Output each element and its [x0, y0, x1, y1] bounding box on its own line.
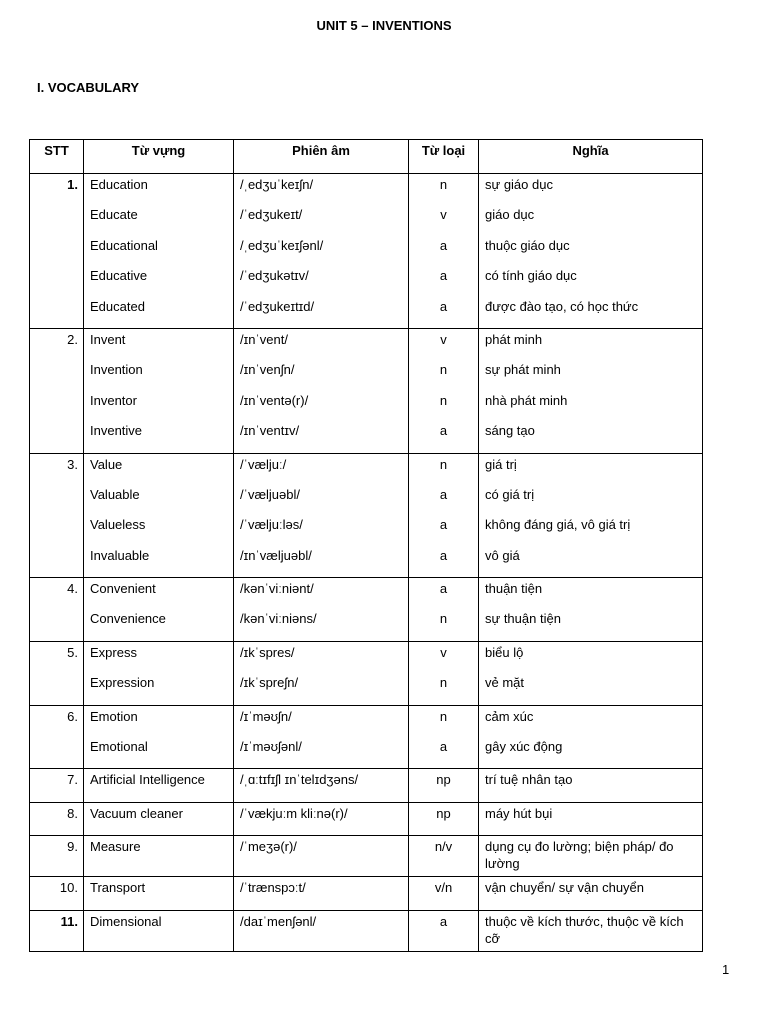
row-number-label: 7. — [67, 772, 78, 788]
pronunciation-entry: /ˌɑːtɪfɪʃl ɪnˈtelɪdʒəns/ — [240, 772, 359, 788]
header-part-of-speech: Từ loại — [409, 140, 479, 174]
part-of-speech-entry: v — [440, 644, 447, 660]
row-number-label: 10. — [59, 880, 78, 896]
meaning-entry: phát minh — [485, 331, 543, 347]
pronunciation-entry: /ɪnˈventɪv/ — [240, 423, 300, 439]
pronunciation-cell — [234, 641, 409, 705]
part-of-speech-entry: a — [439, 517, 448, 533]
meaning-entry: vẻ mặt — [485, 675, 525, 691]
row-number — [30, 453, 84, 578]
meaning-cell — [479, 578, 703, 642]
word-cell — [84, 802, 234, 835]
pronunciation-entry: /ˈvæljuː/ — [240, 456, 287, 472]
row-number-label: 9. — [67, 839, 78, 855]
table-row — [30, 910, 703, 951]
row-number — [30, 802, 84, 835]
part-of-speech-entry: a — [439, 423, 448, 439]
table-row — [30, 836, 703, 877]
pronunciation-entry: /ɪnˈvæljuəbl/ — [240, 547, 312, 563]
word-cell — [84, 769, 234, 802]
header-stt: STT — [30, 140, 84, 174]
meaning-cell — [479, 705, 703, 769]
meaning-cell — [479, 641, 703, 705]
pronunciation-entry: /ɪnˈventə(r)/ — [240, 392, 309, 408]
row-number-label: 11. — [60, 913, 78, 929]
pronunciation-cell — [234, 705, 409, 769]
word-entry: Invention — [90, 362, 143, 378]
pronunciation-cell — [234, 877, 409, 910]
pronunciation-entry: /ˈtrænspɔːt/ — [240, 880, 306, 896]
table-row — [30, 877, 703, 910]
section-heading: I. VOCABULARY — [37, 80, 140, 95]
word-entry: Transport — [90, 880, 146, 896]
word-entry: Expression — [90, 675, 155, 691]
meaning-cell — [479, 769, 703, 802]
meaning-entry: trí tuệ nhân tạo — [485, 772, 573, 788]
part-of-speech-entry: a — [439, 581, 448, 597]
table-row — [30, 705, 703, 769]
row-number — [30, 769, 84, 802]
word-entry: Express — [90, 644, 137, 660]
word-entry: Measure — [90, 839, 141, 855]
pronunciation-cell — [234, 910, 409, 951]
meaning-entry: sự thuận tiện — [485, 611, 561, 627]
row-number — [30, 641, 84, 705]
pronunciation-entry: /ɪnˈvent/ — [240, 331, 288, 347]
row-number — [30, 910, 84, 951]
meaning-entry: dụng cụ đo lường; biện pháp/ đo lường — [485, 839, 674, 872]
part-of-speech-cell — [409, 174, 479, 329]
word-entry: Value — [90, 456, 123, 472]
table-row — [30, 174, 703, 329]
pronunciation-entry: /ˈedʒukətɪv/ — [240, 268, 309, 284]
pronunciation-cell — [234, 328, 409, 453]
pronunciation-entry: /ɪnˈvenʃn/ — [240, 362, 295, 378]
pronunciation-cell — [234, 802, 409, 835]
part-of-speech-entry: np — [436, 772, 451, 788]
table-row — [30, 328, 703, 453]
table-row — [30, 453, 703, 578]
word-entry: Educational — [90, 237, 158, 253]
meaning-cell — [479, 802, 703, 835]
row-number-label: 6. — [67, 708, 78, 724]
table-row — [30, 641, 703, 705]
row-number-label: 5. — [67, 644, 78, 660]
meaning-entry: giá trị — [485, 456, 517, 472]
document-title: UNIT 5 – INVENTIONS — [316, 18, 452, 33]
meaning-entry: thuộc về kích thước, thuộc về kích cỡ — [485, 913, 684, 946]
part-of-speech-entry: a — [439, 486, 448, 502]
pronunciation-entry: /ˈvæljuəbl/ — [240, 486, 300, 502]
part-of-speech-cell — [409, 328, 479, 453]
row-number — [30, 705, 84, 769]
word-entry: Valueless — [90, 517, 146, 533]
word-entry: Emotion — [90, 708, 138, 724]
word-cell — [84, 836, 234, 877]
pronunciation-entry: /kənˈviːniəns/ — [240, 611, 317, 627]
part-of-speech-entry: n — [439, 177, 448, 192]
pronunciation-entry: /ˈmeʒə(r)/ — [240, 839, 297, 855]
pronunciation-cell — [234, 453, 409, 578]
part-of-speech-entry: n — [439, 456, 448, 472]
word-entry: Educated — [90, 298, 145, 314]
pronunciation-entry: /ˈedʒukeɪtɪd/ — [240, 298, 315, 314]
meaning-entry: có tính giáo dục — [485, 268, 577, 284]
part-of-speech-cell — [409, 802, 479, 835]
pronunciation-entry: /ˌedʒuˈkeɪʃənl/ — [240, 237, 324, 253]
word-entry: Invent — [90, 331, 126, 347]
pronunciation-entry: /kənˈviːniənt/ — [240, 581, 314, 597]
row-number — [30, 877, 84, 910]
pronunciation-cell — [234, 174, 409, 329]
pronunciation-entry: /ˈedʒukeɪt/ — [240, 207, 303, 223]
part-of-speech-entry: a — [439, 298, 448, 314]
word-entry: Inventor — [90, 392, 137, 408]
pronunciation-cell — [234, 769, 409, 802]
meaning-entry: biểu lộ — [485, 644, 524, 660]
part-of-speech-cell — [409, 453, 479, 578]
word-cell — [84, 453, 234, 578]
word-entry: Convenience — [90, 611, 166, 627]
page-number: 1 — [722, 962, 730, 977]
meaning-entry: gây xúc động — [485, 739, 563, 755]
word-entry: Valuable — [90, 486, 140, 502]
part-of-speech-cell — [409, 641, 479, 705]
meaning-entry: sáng tạo — [485, 423, 535, 439]
meaning-cell — [479, 836, 703, 877]
part-of-speech-entry: v/n — [434, 880, 453, 896]
header-word: Từ vựng — [84, 140, 234, 174]
word-cell — [84, 578, 234, 642]
meaning-entry: cảm xúc — [485, 708, 534, 724]
part-of-speech-entry: a — [439, 913, 448, 929]
part-of-speech-entry: a — [439, 268, 448, 284]
word-entry: Vacuum cleaner — [90, 805, 183, 821]
word-entry: Dimensional — [90, 913, 162, 929]
row-number-label: 3. — [67, 456, 78, 472]
pronunciation-entry: /ˌedʒuˈkeɪʃn/ — [240, 177, 314, 192]
word-entry: Artificial Intelligence — [90, 772, 205, 788]
part-of-speech-entry: v — [440, 207, 447, 223]
part-of-speech-entry: n — [439, 611, 448, 627]
meaning-cell — [479, 174, 703, 329]
word-cell — [84, 328, 234, 453]
pronunciation-entry: /ɪˈməʊʃn/ — [240, 708, 292, 724]
pronunciation-entry: /daɪˈmenʃənl/ — [240, 913, 317, 929]
row-number-label: 4. — [67, 581, 78, 597]
word-entry: Invaluable — [90, 547, 150, 563]
part-of-speech-cell — [409, 705, 479, 769]
pronunciation-cell — [234, 836, 409, 877]
meaning-entry: sự phát minh — [485, 362, 561, 378]
pronunciation-cell — [234, 578, 409, 642]
meaning-cell — [479, 877, 703, 910]
part-of-speech-entry: n — [439, 675, 448, 691]
part-of-speech-cell — [409, 769, 479, 802]
pronunciation-entry: /ɪkˈspreʃn/ — [240, 675, 299, 691]
header-meaning: Nghĩa — [479, 140, 703, 174]
word-cell — [84, 174, 234, 329]
meaning-entry: có giá trị — [485, 486, 535, 502]
word-cell — [84, 910, 234, 951]
word-entry: Educate — [90, 207, 138, 223]
row-number-label: 1. — [67, 177, 78, 192]
part-of-speech-entry: v — [440, 331, 447, 347]
word-entry: Emotional — [90, 739, 148, 755]
table-body — [30, 174, 703, 952]
pronunciation-entry: /ˈvækjuːm kliːnə(r)/ — [240, 805, 348, 821]
part-of-speech-cell — [409, 578, 479, 642]
meaning-entry: sự giáo dục — [485, 177, 553, 192]
row-number — [30, 836, 84, 877]
table-row — [30, 578, 703, 642]
meaning-entry: máy hút bụi — [485, 805, 553, 821]
part-of-speech-entry: n — [439, 392, 448, 408]
word-cell — [84, 705, 234, 769]
word-cell — [84, 641, 234, 705]
meaning-entry: nhà phát minh — [485, 392, 568, 408]
part-of-speech-entry: a — [439, 739, 448, 755]
word-entry: Education — [90, 177, 148, 192]
part-of-speech-cell — [409, 910, 479, 951]
meaning-entry: giáo dục — [485, 207, 535, 223]
table-row — [30, 802, 703, 835]
part-of-speech-cell — [409, 877, 479, 910]
part-of-speech-entry: n — [439, 708, 448, 724]
part-of-speech-cell — [409, 836, 479, 877]
meaning-entry: không đáng giá, vô giá trị — [485, 517, 631, 533]
table-row — [30, 769, 703, 802]
row-number — [30, 174, 84, 329]
pronunciation-entry: /ˈvæljuːləs/ — [240, 517, 303, 533]
meaning-entry: được đào tạo, có học thức — [485, 298, 639, 314]
part-of-speech-entry: a — [439, 237, 448, 253]
word-entry: Convenient — [90, 581, 156, 597]
meaning-cell — [479, 910, 703, 951]
row-number — [30, 328, 84, 453]
part-of-speech-entry: np — [436, 805, 451, 821]
meaning-cell — [479, 453, 703, 578]
word-cell — [84, 877, 234, 910]
meaning-entry: vận chuyển/ sự vận chuyển — [485, 880, 645, 896]
part-of-speech-entry: a — [439, 547, 448, 563]
pronunciation-entry: /ɪkˈspres/ — [240, 644, 295, 660]
pronunciation-entry: /ɪˈməʊʃənl/ — [240, 739, 302, 755]
row-number — [30, 578, 84, 642]
meaning-cell — [479, 328, 703, 453]
vocabulary-table — [29, 139, 703, 952]
row-number-label: 8. — [67, 805, 78, 821]
word-entry: Educative — [90, 268, 148, 284]
row-number-label: 2. — [67, 331, 78, 347]
header-pronunciation: Phiên âm — [234, 140, 409, 174]
word-entry: Inventive — [90, 423, 143, 439]
meaning-entry: thuận tiện — [485, 581, 543, 597]
meaning-entry: vô giá — [485, 547, 520, 563]
part-of-speech-entry: n — [439, 362, 448, 378]
meaning-entry: thuộc giáo dục — [485, 237, 570, 253]
part-of-speech-entry: n/v — [434, 839, 453, 855]
table-header-row — [30, 140, 703, 174]
